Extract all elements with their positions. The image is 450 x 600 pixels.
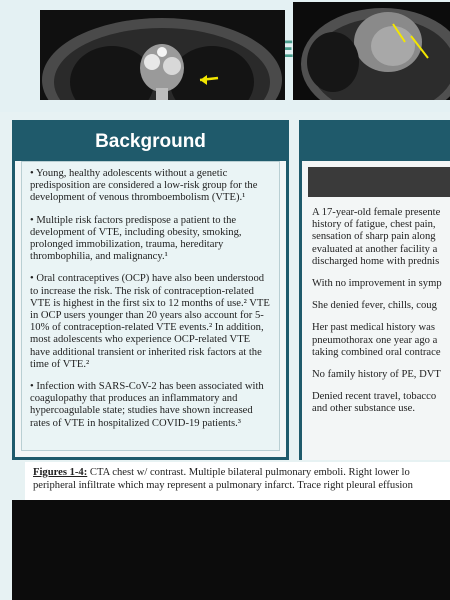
case-body	[312, 207, 450, 426]
background-bullet: • Young, healthy adolescents without a genetic predisposition are considered a low-risk group for the development of venous thromboembolism (VTE).¹	[30, 168, 258, 204]
ct-scan-axial-image	[40, 10, 285, 100]
figure-caption	[25, 462, 450, 500]
figure-area	[12, 500, 450, 600]
figure-caption-text: CTA chest w/ contrast. Multiple bilateral pulmonary emboli. Right lower lo	[87, 467, 410, 478]
ct-scan-coronal-image	[293, 2, 450, 100]
case-paragraph: No family history of PE, DVT	[312, 369, 441, 381]
case-paragraph: Her past medical history was pneumothorax one year ago a taking combined oral contrace	[312, 322, 441, 358]
case-heading-bar	[302, 123, 450, 161]
figure-caption-label: Figures 1-4:	[33, 467, 88, 478]
case-paragraph: A 17-year-old female presente history of fatigue, chest pain, sensation of sharp pain along evaluated at another facility a discharged home with prednis	[312, 207, 441, 267]
case-paragraph: She denied fever, chills, coug	[312, 300, 437, 312]
case-paragraph: Denied recent travel, tobacco and other substance use.	[312, 391, 437, 415]
background-bullet: • Oral contraceptives (OCP) have also been understood to increase the risk. The risk of contraception-related VTE is highest in the first six to 12 months of use.² VTE in OCP users younger than 20 years also account for 5-10% of contraception-related VTE events.² In addition, most adolescents who experience OCP-related VTE have additional transient or inherited risk factors at the time of VTE.²	[30, 273, 270, 370]
case-subheading-bar	[308, 167, 450, 197]
background-heading: Background	[15, 123, 286, 161]
background-bullet: • Infection with SARS-CoV-2 has been associated with coagulopathy that produces an inflammatory and hypercoagulable state; studies have shown increased rates of VTE in hospitalized COVID-19 patients.³	[30, 381, 264, 429]
case-paragraph: With no improvement in symp	[312, 278, 442, 290]
background-bullet: • Multiple risk factors predispose a patient to the development of VTE, including obesity, smoking, prolonged immobilization, trauma, hereditary thrombophilia, and malignancy.¹	[30, 214, 242, 263]
case-panel	[299, 120, 450, 460]
figure-caption-text-2: peripheral infiltrate which may represent a pulmonary infarct. Trace right pleural effusion	[33, 480, 413, 491]
background-panel	[12, 120, 289, 460]
background-body	[21, 161, 280, 451]
